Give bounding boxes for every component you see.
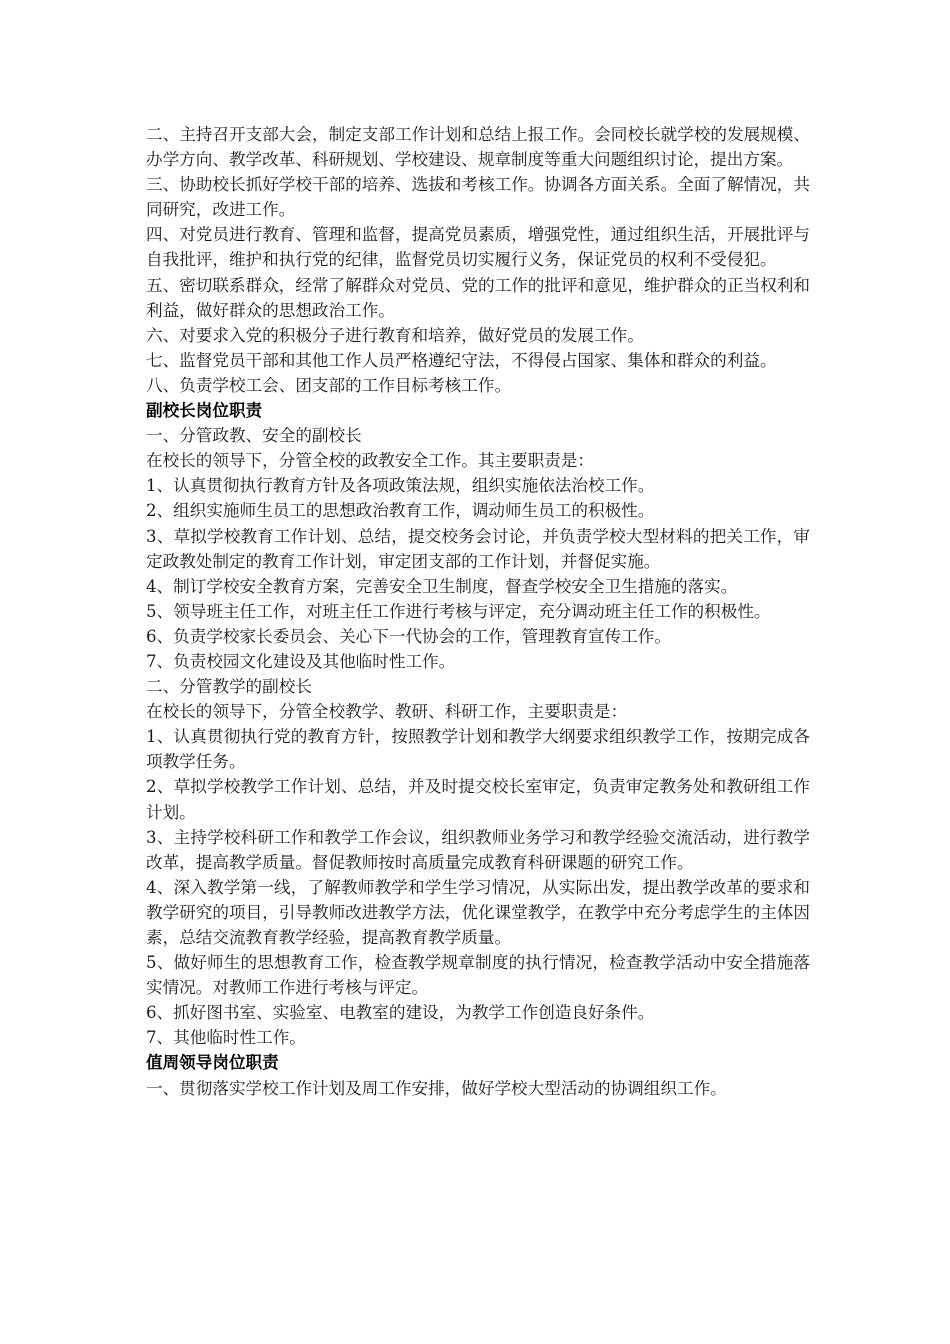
- paragraph-teaching-6: 6、抓好图书室、实验室、电教室的建设，为教学工作创造良好条件。: [146, 1003, 655, 1023]
- paragraph-party-3: 三、协助校长抓好学校干部的培养、选拔和考核工作。协调各方面关系。全面了解情况，共同研究，改进工作。: [146, 175, 810, 220]
- paragraph-teaching-7: 7、其他临时性工作。: [146, 1028, 306, 1048]
- paragraph-teaching-1: 1、认真贯彻执行党的教育方针，按照教学计划和教学大纲要求组织教学工作，按期完成各项教学任务。: [146, 727, 810, 772]
- paragraph-political-5: 5、领导班主任工作，对班主任工作进行考核与评定，充分调动班主任工作的积极性。: [146, 601, 771, 621]
- paragraph-party-2: 二、主持召开支部大会，制定支部工作计划和总结上报工作。会同校长就学校的发展规模、办学方向、教学改革、科研规划、学校建设、规章制度等重大问题组织讨论，提出方案。: [146, 125, 810, 170]
- paragraph-teaching-4: 4、深入教学第一线，了解教师教学和学生学习情况，从实际出发，提出教学改革的要求和教学研究的项目，引导教师改进教学方法，优化课堂教学，在教学中充分考虑学生的主体因素，总结交流教育教学经验，提高教育教学质量。: [146, 877, 810, 947]
- subsection-teaching: 二、分管教学的副校长: [146, 677, 312, 697]
- paragraph-teaching-intro: 在校长的领导下，分管全校教学、教研、科研工作，主要职责是：: [146, 702, 628, 722]
- document-page: [146, 122, 810, 1101]
- paragraph-teaching-5: 5、做好师生的思想教育工作，检查教学规章制度的执行情况，检查教学活动中安全措施落实情况。对教师工作进行考核与评定。: [146, 953, 810, 998]
- paragraph-political-4: 4、制订学校安全教育方案，完善安全卫生制度，督查学校安全卫生措施的落实。: [146, 576, 738, 596]
- paragraph-political-intro: 在校长的领导下，分管全校的政教安全工作。其主要职责是：: [146, 451, 595, 471]
- paragraph-political-2: 2、组织实施师生员工的思想政治教育工作，调动师生员工的积极性。: [146, 501, 655, 521]
- paragraph-political-1: 1、认真贯彻执行教育方针及各项政策法规，组织实施依法治校工作。: [146, 476, 655, 496]
- paragraph-political-3: 3、草拟学校教育工作计划、总结，提交校务会讨论，并负责学校大型材料的把关工作，审定政教处制定的教育工作计划，审定团支部的工作计划，并督促实施。: [146, 526, 810, 571]
- paragraph-political-6: 6、负责学校家长委员会、关心下一代协会的工作，管理教育宣传工作。: [146, 626, 671, 646]
- paragraph-party-7: 七、监督党员干部和其他工作人员严格遵纪守法，不得侵占国家、集体和群众的利益。: [146, 350, 777, 370]
- paragraph-teaching-3: 3、主持学校科研工作和教学工作会议，组织教师业务学习和教学经验交流活动，进行教学改革，提高教学质量。督促教师按时高质量完成教育科研课题的研究工作。: [146, 827, 810, 872]
- paragraph-party-5: 五、密切联系群众，经常了解群众对党员、党的工作的批评和意见，维护群众的正当权利和利益，做好群众的思想政治工作。: [146, 275, 810, 320]
- subsection-political-safety: 一、分管政教、安全的副校长: [146, 426, 362, 446]
- paragraph-party-4: 四、对党员进行教育、管理和监督，提高党员素质，增强党性，通过组织生活，开展批评与自我批评，维护和执行党的纪律，监督党员切实履行义务，保证党员的权利不受侵犯。: [146, 225, 810, 270]
- section-heading-weekly-duty: 值周领导岗位职责: [146, 1053, 279, 1073]
- paragraph-weekly-1: 一、贯彻落实学校工作计划及周工作安排，做好学校大型活动的协调组织工作。: [146, 1078, 727, 1098]
- paragraph-party-8: 八、负责学校工会、团支部的工作目标考核工作。: [146, 375, 512, 395]
- paragraph-teaching-2: 2、草拟学校教学工作计划、总结，并及时提交校长室审定，负责审定教务处和教研组工作计划。: [146, 777, 810, 822]
- paragraph-party-6: 六、对要求入党的积极分子进行教育和培养，做好党员的发展工作。: [146, 325, 644, 345]
- section-heading-vice-principal: 副校长岗位职责: [146, 401, 263, 421]
- paragraph-political-7: 7、负责校园文化建设及其他临时性工作。: [146, 651, 456, 671]
